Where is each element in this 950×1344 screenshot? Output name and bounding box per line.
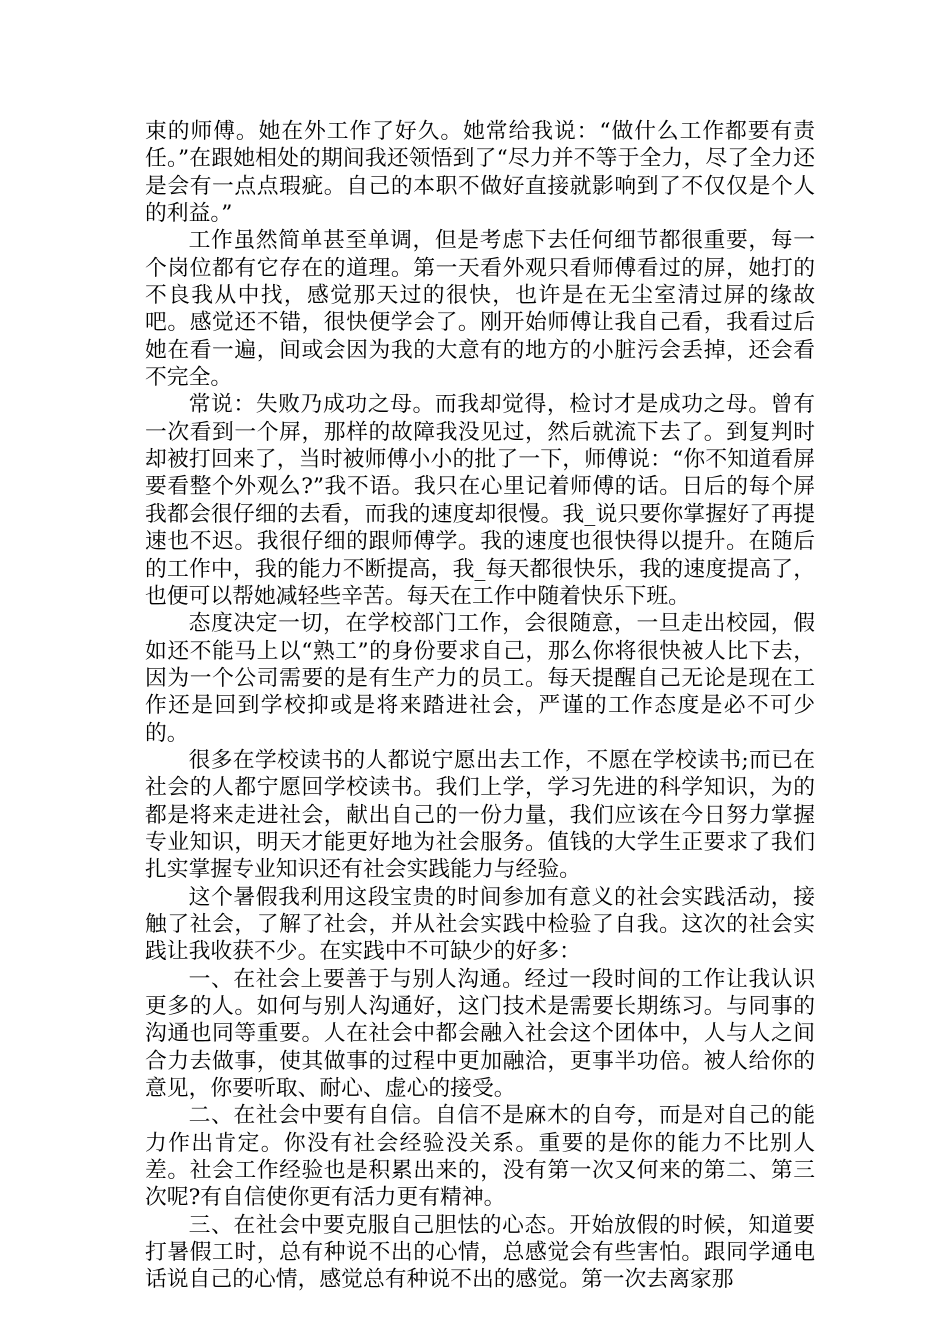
document-page: [145, 118, 815, 1294]
paragraph-6: 这个暑假我利用这段宝贵的时间参加有意义的社会实践活动，接触了社会，了解了社会，并从社会实践中检验了自我。这次的社会实践让我收获不少。在实践中不可缺少的好多：: [145, 884, 815, 965]
paragraph-2: 工作虽然简单甚至单调，但是考虑下去任何细节都很重要，每一个岗位都有它存在的道理。第一天看外观只看师傅看过的屏，她打的不良我从中找，感觉那天过的很快，也许是在无尘室清过屏的缘故吧。感觉还不错，很快便学会了。刚开始师傅让我自己看，我看过后她在看一遍，间或会因为我的大意有的地方的小脏污会丢掉，还会看不完全。: [145, 228, 815, 391]
paragraph-4: 态度决定一切，在学校部门工作，会很随意，一旦走出校园，假如还不能马上以“熟工”的身份要求自己，那么你将很快被人比下去，因为一个公司需要的是有生产力的员工。每天提醒自己无论是现在工作还是回到学校抑或是将来踏进社会，严谨的工作态度是必不可少的。: [145, 611, 815, 746]
paragraph-3: 常说：失败乃成功之母。而我却觉得，检讨才是成功之母。曾有一次看到一个屏，那样的故障我没见过，然后就流下去了。到复判时却被打回来了，当时被师傅小小的批了一下，师傅说：“你不知道看屏要看整个外观么?”我不语。我只在心里记着师傅的话。日后的每个屏我都会很仔细的去看，而我的速度却很慢。我_说只要你掌握好了再提速也不迟。我很仔细的跟师傅学。我的速度也很快得以提升。在随后的工作中，我的能力不断提高，我_每天都很快乐，我的速度提高了，也便可以帮她减轻些辛苦。每天在工作中随着快乐下班。: [145, 392, 815, 609]
paragraph-1: 束的师傅。她在外工作了好久。她常给我说：“做什么工作都要有责任。”在跟她相处的期间我还领悟到了“尽力并不等于全力，尽了全力还是会有一点点瑕疵。自己的本职不做好直接就影响到了不仅仅是个人的利益。”: [145, 119, 815, 227]
paragraph-5: 很多在学校读书的人都说宁愿出去工作，不愿在学校读书;而已在社会的人都宁愿回学校读书。我们上学，学习先进的科学知识，为的都是将来走进社会，献出自己的一份力量，我们应该在今日努力掌握专业知识，明天才能更好地为社会服务。值钱的大学生正要求了我们扎实掌握专业知识还有社会实践能力与经验。: [145, 747, 815, 883]
paragraph-8: 二、在社会中要有自信。自信不是麻木的自夸，而是对自己的能力作出肯定。你没有社会经验没关系。重要的是你的能力不比别人差。社会工作经验也是积累出来的，没有第一次又何来的第二、第三次呢?有自信使你更有活力更有精神。: [145, 1103, 815, 1211]
paragraph-9: 三、在社会中要克服自己胆怯的心态。开始放假的时候，知道要打暑假工时，总有种说不出的心情，总感觉会有些害怕。跟同学通电话说自己的心情，感觉总有种说不出的感觉。第一次去离家那: [145, 1212, 815, 1293]
paragraph-7: 一、在社会上要善于与别人沟通。经过一段时间的工作让我认识更多的人。如何与别人沟通好，这门技术是需要长期练习。与同事的沟通也同等重要。人在社会中都会融入社会这个团体中，人与人之间合力去做事，使其做事的过程中更加融洽，更事半功倍。被人给你的意见，你要听取、耐心、虚心的接受。: [145, 966, 815, 1102]
